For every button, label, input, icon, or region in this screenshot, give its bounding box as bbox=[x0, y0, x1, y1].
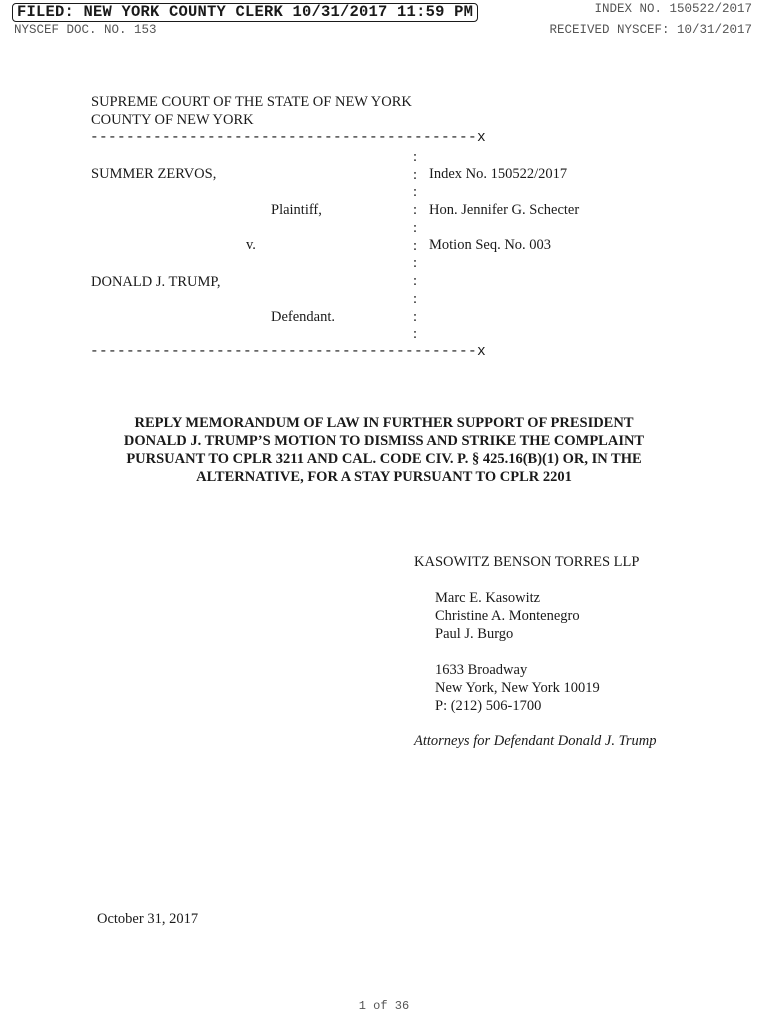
caption-colon: : bbox=[413, 149, 418, 165]
caption-colon: : bbox=[413, 167, 418, 183]
caption-colon: : bbox=[413, 184, 418, 200]
filed-stamp: FILED: NEW YORK COUNTY CLERK 10/31/2017 11:59 PM bbox=[12, 3, 478, 22]
caption-colon: : bbox=[413, 238, 418, 254]
document-title-line: DONALD J. TRUMP’S MOTION TO DISMISS AND STRIKE THE COMPLAINT bbox=[123, 433, 645, 449]
caption-colon: : bbox=[413, 309, 418, 325]
caption-motion-seq: Motion Seq. No. 003 bbox=[429, 237, 552, 253]
header-doc-number: NYSCEF DOC. NO. 153 bbox=[14, 23, 157, 37]
page-indicator: 1 of 36 bbox=[358, 999, 410, 1013]
defendant-name: DONALD J. TRUMP, bbox=[91, 274, 221, 290]
firm-address-city: New York, New York 10019 bbox=[435, 680, 600, 696]
attorney-name: Christine A. Montenegro bbox=[435, 608, 580, 624]
header-index-number: INDEX NO. 150522/2017 bbox=[594, 2, 752, 16]
attorney-name: Paul J. Burgo bbox=[435, 626, 514, 642]
law-firm-name: KASOWITZ BENSON TORRES LLP bbox=[414, 554, 640, 570]
caption-rule-bottom: -------------------------------------------x bbox=[90, 344, 487, 360]
firm-address-street: 1633 Broadway bbox=[435, 662, 528, 678]
caption-rule-top: -------------------------------------------x bbox=[90, 130, 487, 146]
document-title-line: PURSUANT TO CPLR 3211 AND CAL. CODE CIV. P. § 425.16(B)(1) OR, IN THE bbox=[126, 451, 642, 467]
header-received-date: RECEIVED NYSCEF: 10/31/2017 bbox=[549, 23, 752, 37]
caption-colon: : bbox=[413, 291, 418, 307]
caption-colon: : bbox=[413, 220, 418, 236]
document-title-line: ALTERNATIVE, FOR A STAY PURSUANT TO CPLR 2201 bbox=[196, 469, 572, 485]
caption-judge: Hon. Jennifer G. Schecter bbox=[429, 202, 580, 218]
firm-phone: P: (212) 506-1700 bbox=[435, 698, 542, 714]
defendant-role: Defendant. bbox=[271, 309, 336, 325]
court-name: SUPREME COURT OF THE STATE OF NEW YORK bbox=[91, 94, 412, 110]
versus: v. bbox=[246, 237, 256, 253]
caption-index-number: Index No. 150522/2017 bbox=[429, 166, 568, 182]
representation-statement: Attorneys for Defendant Donald J. Trump bbox=[414, 733, 657, 749]
court-county: COUNTY OF NEW YORK bbox=[91, 112, 254, 128]
document-date: October 31, 2017 bbox=[97, 911, 199, 927]
document-title bbox=[100, 414, 668, 486]
caption-colon: : bbox=[413, 202, 418, 218]
document-title-line: REPLY MEMORANDUM OF LAW IN FURTHER SUPPORT OF PRESIDENT bbox=[134, 415, 634, 431]
caption-colon: : bbox=[413, 273, 418, 289]
plaintiff-role: Plaintiff, bbox=[271, 202, 322, 218]
caption-colon: : bbox=[413, 255, 418, 271]
attorney-name: Marc E. Kasowitz bbox=[435, 590, 541, 606]
plaintiff-name: SUMMER ZERVOS, bbox=[91, 166, 217, 182]
caption-colon: : bbox=[413, 326, 418, 342]
